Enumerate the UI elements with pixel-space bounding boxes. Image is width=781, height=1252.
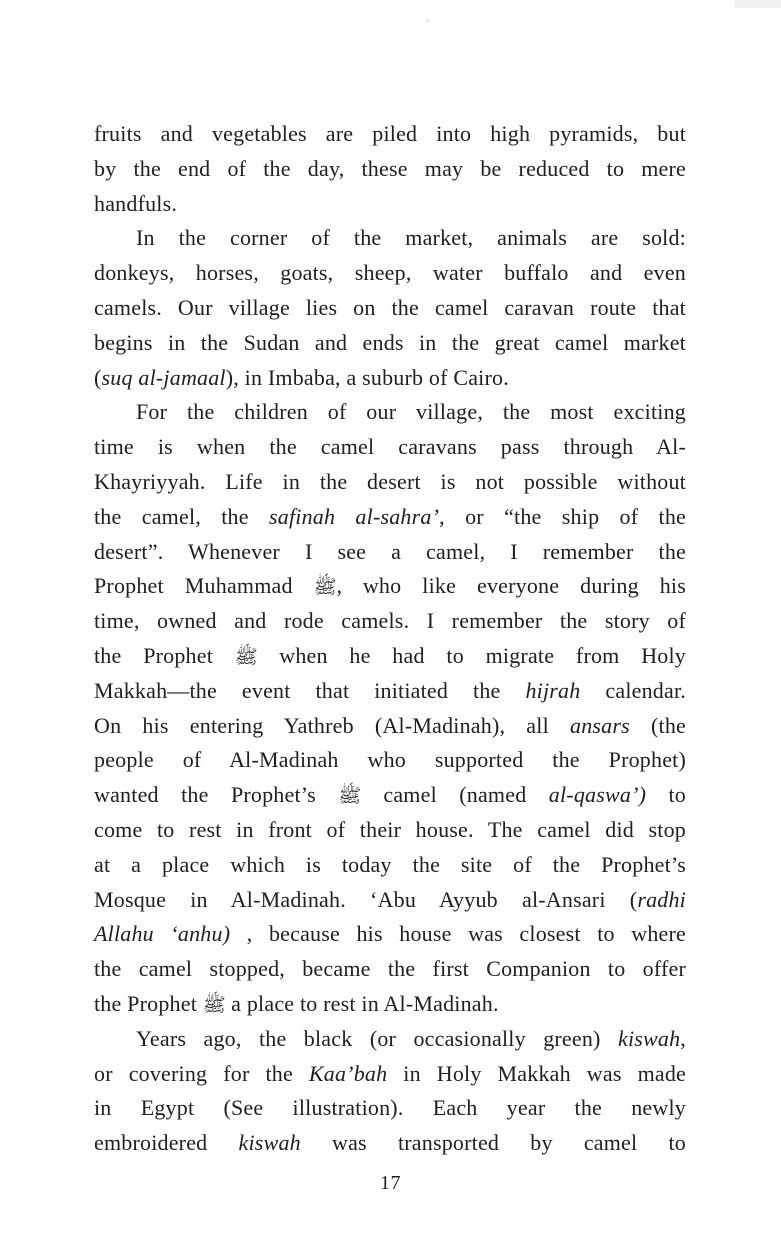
text-segment: ( <box>94 364 102 390</box>
text-segment: the camel stopped, became the first Companion to offer <box>94 956 686 982</box>
text-segment: camel (named <box>361 782 549 808</box>
text-line <box>94 361 686 396</box>
text-segment: or covering for the <box>94 1060 309 1086</box>
text-segment: in Holy Makkah was made <box>387 1060 687 1086</box>
scan-artifact-corner <box>735 0 781 8</box>
text-line <box>94 883 686 918</box>
text-segment: ansars <box>570 712 630 738</box>
text-line <box>94 395 686 430</box>
text-line <box>94 500 686 535</box>
text-segment: (the <box>629 712 686 738</box>
text-segment: camels. Our village lies on the camel caravan route that <box>94 294 686 320</box>
pbuh-calligraphy: ﷺ <box>313 577 337 599</box>
text-segment: al-qaswa’) <box>548 782 647 808</box>
text-segment: kiswah <box>238 1130 301 1156</box>
text-line <box>94 848 686 883</box>
text-segment: in Egypt (See illustration). Each year the newly <box>94 1095 686 1121</box>
text-segment: Mosque in Al-Madinah. ‘Abu Ayyub al-Ansari ( <box>94 886 638 912</box>
text-segment: desert”. Whenever I see a camel, I remember the <box>94 538 686 564</box>
text-line <box>94 778 686 813</box>
text-segment: safinah al-sahra’ <box>268 503 440 529</box>
text-line <box>94 743 686 778</box>
text-line <box>94 1057 686 1092</box>
text-segment: For the children of our village, the most exciting <box>136 399 686 425</box>
text-line <box>94 256 686 291</box>
text-segment: radhi <box>637 886 686 912</box>
text-segment: suq al-jamaal <box>101 364 226 390</box>
text-segment: Years ago, the black (or occasionally green) <box>136 1025 618 1051</box>
text-segment: to <box>646 782 687 808</box>
scan-artifact-dot <box>426 19 429 22</box>
text-segment: Makkah—the event that initiated the <box>94 677 526 703</box>
text-segment: fruits and vegetables are piled into high pyramids, but <box>94 121 686 146</box>
text-segment: kiswah <box>617 1025 681 1051</box>
text-segment: at a place which is today the site of the Prophet’s <box>94 851 686 877</box>
pbuh-calligraphy: ﷺ <box>202 994 226 1016</box>
text-segment: embroidered <box>94 1130 239 1156</box>
text-line <box>94 639 686 674</box>
text-segment: Khayriyyah. Life in the desert is not possible without <box>94 468 686 494</box>
text-line <box>94 187 686 222</box>
text-line <box>94 1091 686 1126</box>
pbuh-calligraphy: ﷺ <box>338 786 362 808</box>
text-segment: , or “the ship of the <box>439 503 686 529</box>
text-segment: In the corner of the market, animals are sold: <box>136 225 686 251</box>
text-segment: time, owned and rode camels. I remember the story of <box>94 608 686 634</box>
text-line <box>94 291 686 326</box>
text-segment: the Prophet <box>94 990 203 1016</box>
text-line <box>94 117 686 152</box>
text-line <box>94 569 686 604</box>
text-line <box>94 1126 686 1161</box>
text-segment: a place to rest in Al-Madinah. <box>225 990 499 1016</box>
text-segment: Kaa’bah <box>308 1060 388 1086</box>
page-number: 17 <box>380 1172 401 1194</box>
text-segment: On his entering Yathreb (Al-Madinah), all <box>94 712 570 738</box>
text-segment: the camel, the <box>94 503 269 529</box>
text-segment: calendar. <box>580 677 686 703</box>
text-line <box>94 674 686 709</box>
text-line <box>94 813 686 848</box>
text-line <box>94 152 686 187</box>
text-line <box>94 987 686 1022</box>
text-line <box>94 465 686 500</box>
pbuh-calligraphy: ﷺ <box>234 646 258 668</box>
text-line <box>94 952 686 987</box>
text-segment: was transported by camel to <box>300 1130 686 1156</box>
text-line <box>94 1022 686 1057</box>
text-segment: wanted the Prophet’s <box>94 782 339 808</box>
text-line <box>94 430 686 465</box>
text-line <box>94 709 686 744</box>
text-block <box>94 117 686 1161</box>
text-segment: when he had to migrate from Holy <box>257 642 687 668</box>
text-segment: people of Al-Madinah who supported the Prophet) <box>94 747 686 773</box>
text-segment: donkeys, horses, goats, sheep, water buffalo and even <box>94 260 686 286</box>
text-segment: Prophet Muhammad <box>94 573 314 599</box>
text-segment: begins in the Sudan and ends in the great camel market <box>94 329 686 355</box>
text-line <box>94 535 686 570</box>
text-segment: come to rest in front of their house. The camel did stop <box>94 816 686 842</box>
text-line <box>94 604 686 639</box>
text-segment: time is when the camel caravans pass through Al- <box>94 434 686 460</box>
text-segment: the Prophet <box>94 642 235 668</box>
text-line <box>94 917 686 952</box>
text-segment: handfuls. <box>94 190 178 216</box>
text-line <box>94 326 686 361</box>
text-segment: hijrah <box>525 677 581 703</box>
text-line <box>94 221 686 256</box>
text-segment: , because his house was closest to where <box>230 921 686 947</box>
text-segment: , who like everyone during his <box>336 573 686 599</box>
text-segment: by the end of the day, these may be reduced to mere <box>94 155 686 181</box>
text-segment: , <box>680 1025 686 1051</box>
text-segment: ), in Imbaba, a suburb of Cairo. <box>225 364 509 390</box>
text-segment: Allahu ‘anhu) <box>94 921 231 947</box>
